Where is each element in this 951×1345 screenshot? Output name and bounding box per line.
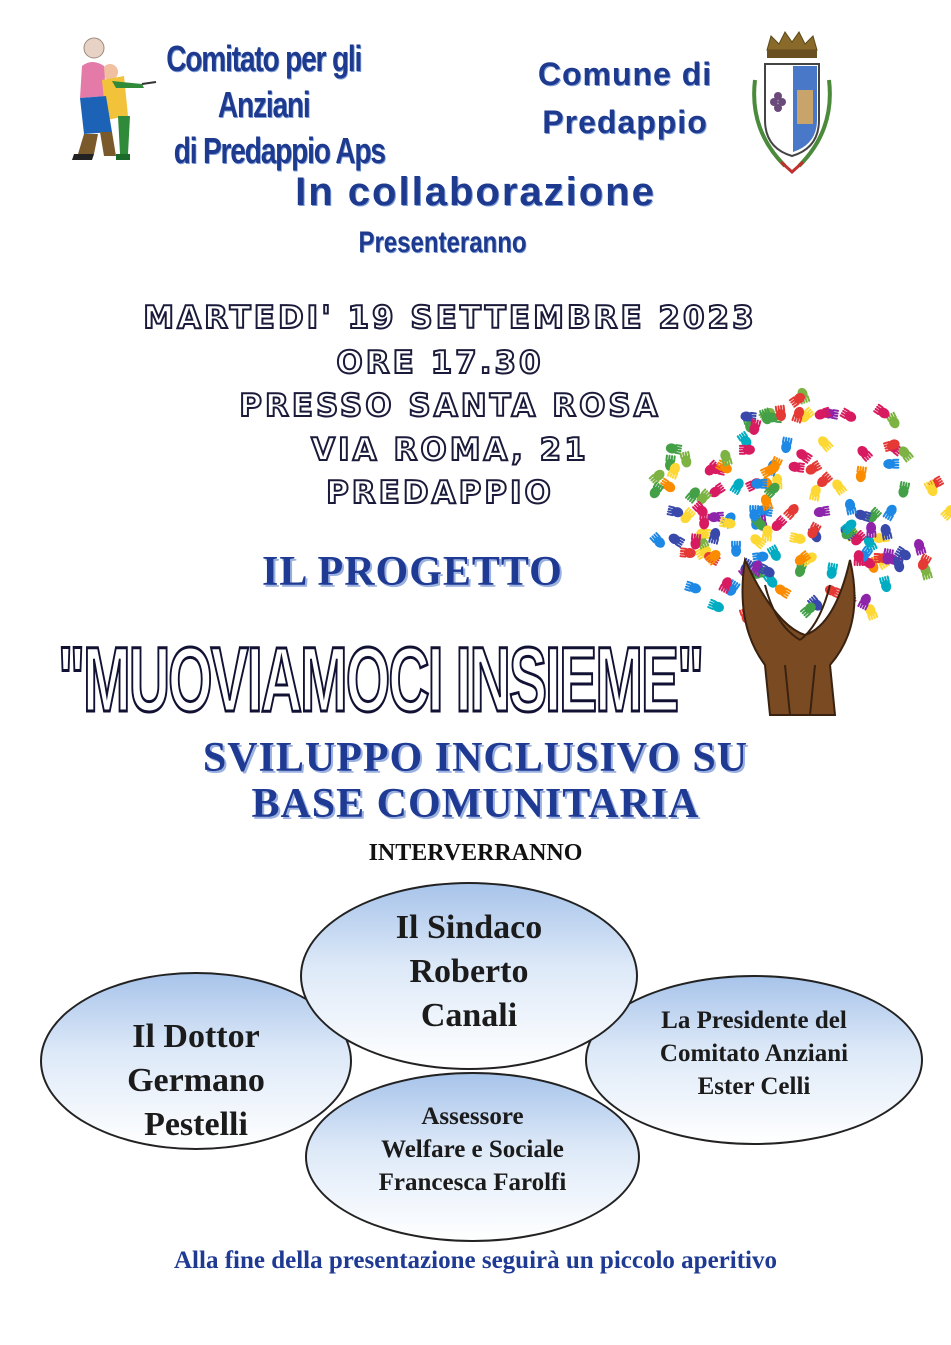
comune-line-1: Comune di	[537, 56, 713, 92]
speakers-heading: INTERVERRANNO	[368, 840, 583, 866]
event-place: PRESSO SANTA ROSA	[239, 388, 661, 424]
speaker-assessore-line-3: Francesca Farolfi	[378, 1168, 567, 1196]
hand-leaf	[844, 498, 857, 516]
hand-leaf	[679, 451, 692, 469]
speaker-presidente-line-2: Comitato Anziani	[659, 1039, 849, 1067]
speaker-ellipse-sindaco	[300, 882, 638, 1070]
hand-leaf	[793, 550, 812, 568]
event-date: MARTEDI' 19 SETTEMBRE 2023	[143, 300, 757, 336]
hand-leaf	[913, 538, 927, 556]
hand-leaf	[839, 407, 858, 424]
hand-leaf	[788, 461, 805, 473]
project-label: IL PROGETTO	[262, 549, 563, 595]
hand-leaf	[780, 436, 793, 453]
speaker-dottor-line-3: Pestelli	[144, 1106, 248, 1143]
event-city: PREDAPPIO	[326, 475, 554, 511]
speaker-sindaco-line-2: Roberto	[409, 953, 529, 990]
hand-leaf	[883, 459, 899, 469]
comune-name	[500, 50, 750, 146]
speaker-dottor-line-1: Il Dottor	[132, 1018, 260, 1055]
speaker-presidente-line-3: Ester Celli	[697, 1072, 811, 1100]
hand-leaf	[854, 508, 872, 522]
speaker-assessore-line-1: Assessore	[421, 1102, 524, 1130]
speaker-ellipse-presidente	[585, 975, 923, 1145]
event-address: VIA ROMA, 21	[311, 432, 589, 468]
project-subtitle	[0, 735, 951, 827]
project-subtitle-line-2: BASE COMUNITARIA	[251, 781, 700, 827]
speaker-dottor-line-2: Germano	[127, 1062, 265, 1099]
hand-leaf	[752, 551, 769, 563]
hand-leaf	[766, 544, 783, 563]
hand-leaf	[749, 505, 759, 521]
hand-leaf	[649, 531, 667, 550]
predappio-coat-of-arms	[745, 30, 840, 178]
footer-note: Alla fine della presentazione seguirà un piccolo aperitivo	[174, 1247, 777, 1274]
committee-line-1: Comitato per gli Anziani	[166, 38, 362, 125]
hand-leaf	[794, 447, 813, 464]
hand-leaf	[667, 532, 686, 549]
hand-leaf	[855, 466, 867, 483]
speaker-sindaco-line-3: Canali	[420, 997, 518, 1034]
hand-leaf	[783, 502, 801, 521]
committee-name	[135, 36, 392, 174]
hand-leaf	[853, 550, 863, 566]
comune-line-2: Predappio	[542, 104, 708, 140]
hand-leaf	[830, 477, 847, 496]
hand-leaf	[813, 506, 830, 518]
hand-leaf	[826, 562, 839, 579]
hand-leaf	[940, 503, 951, 521]
collaboration-heading: In collaborazione	[295, 170, 656, 214]
speaker-ellipse-assessore	[305, 1072, 640, 1242]
committee-line-2: di Predappio Aps	[173, 130, 385, 171]
hand-leaf	[684, 580, 702, 594]
hand-leaf	[855, 444, 873, 463]
project-name: "MUOVIAMOCI INSIEME"	[58, 629, 703, 731]
event-time: ORE 17.30	[336, 345, 544, 381]
hand-leaf	[879, 575, 893, 593]
speaker-presidente-line-1: La Presidente del	[661, 1006, 847, 1034]
hand-leaf	[864, 603, 879, 621]
hand-leaf	[866, 522, 877, 538]
hand-leaf	[739, 445, 755, 455]
hand-leaf	[873, 403, 892, 420]
hand-leaf	[729, 477, 746, 496]
hand-leaf	[731, 541, 741, 557]
hand-leaf	[816, 434, 834, 453]
speaker-sindaco-line-1: Il Sindaco	[395, 909, 543, 946]
speaker-assessore-line-2: Welfare e Sociale	[381, 1135, 564, 1163]
hand-leaf	[882, 503, 899, 522]
hand-leaf	[707, 598, 726, 613]
hand-leaf	[692, 500, 710, 519]
hand-leaf	[897, 481, 910, 499]
presenting-subheading: Presenteranno	[358, 226, 527, 259]
hand-leaf	[789, 532, 807, 545]
project-subtitle-line-1: SVILUPPO INCLUSIVO SU	[202, 735, 749, 781]
